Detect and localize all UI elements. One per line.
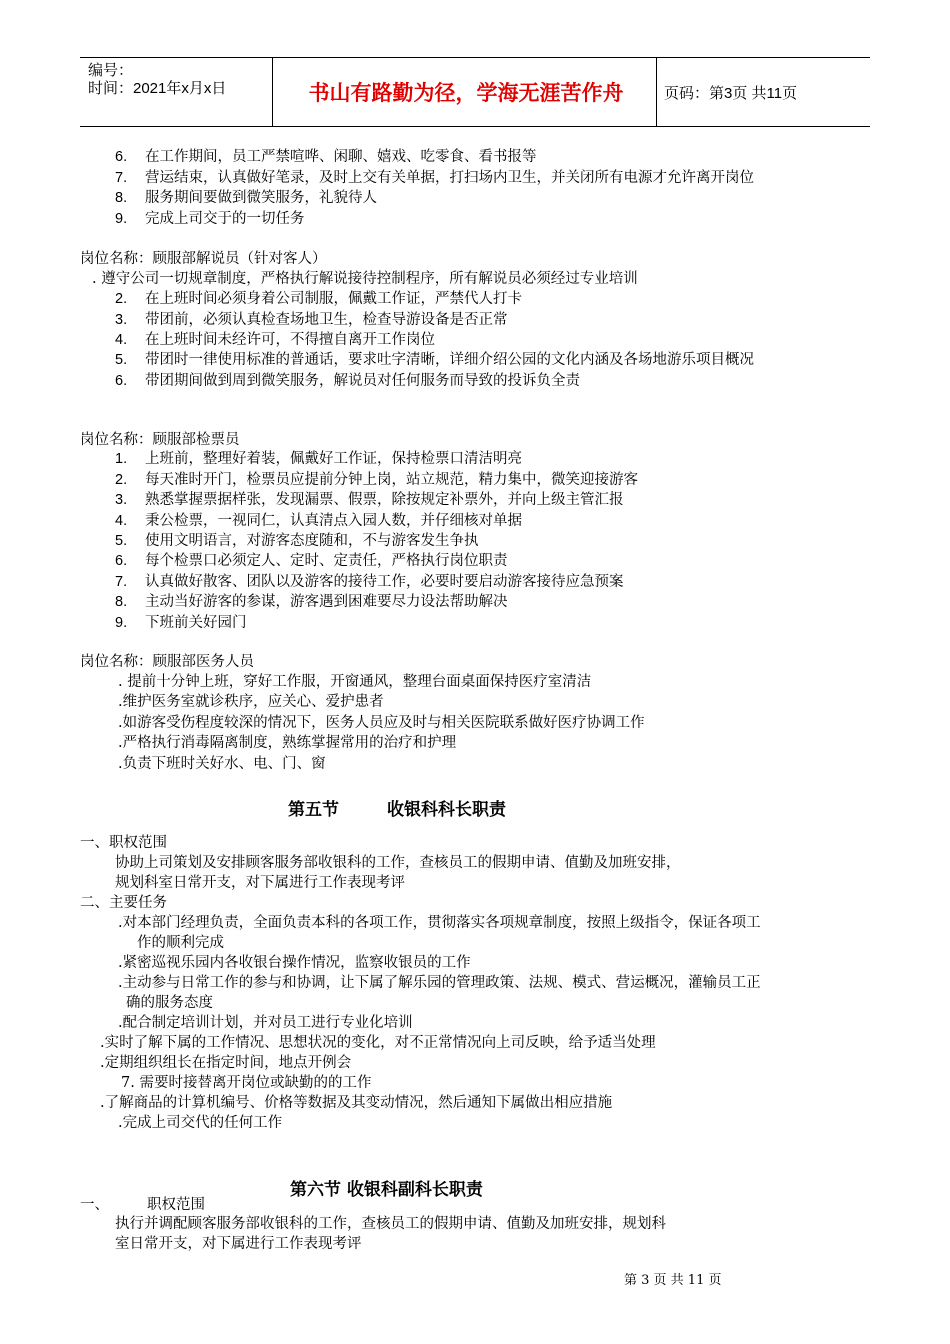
list-item: .负责下班时关好水、电、门、窗 — [118, 756, 326, 772]
list-item: .维护医务室就诊秩序，应关心、爱护患者 — [118, 694, 384, 710]
list-item-continuation: 作的顺利完成 — [137, 935, 224, 951]
list-item: 6. 在工作期间，员工严禁喧哗、闲聊、嬉戏、吃零食、看书报等 — [115, 149, 537, 165]
list-item: 8. 主动当好游客的参谋，游客遇到困难要尽力设法帮助解决 — [115, 594, 508, 610]
paragraph-line: 协助上司策划及安排顾客服务部收银科的工作，查核员工的假期申请、值勤及加班安排， — [115, 855, 681, 871]
list-item: 4. 在上班时间未经许可，不得擅自离开工作岗位 — [115, 332, 435, 348]
list-item: .主动参与日常工作的参与和协调，让下属了解乐园的管理政策、法规、模式、营运概况，灌输员工正 — [118, 975, 761, 991]
guide-title: 岗位名称：顾服部解说员（针对客人） — [80, 251, 327, 267]
header-page-info: 页码：第3页 共11页 — [664, 84, 798, 102]
list-item: 2. 在上班时间必须身着公司制服，佩戴工作证，严禁代人打卡 — [115, 291, 522, 307]
header-motto: 书山有路勤为径，学海无涯苦作舟 — [308, 81, 624, 105]
list-item: 3. 带团前，必须认真检查场地卫生，检查导游设备是否正常 — [115, 312, 508, 328]
list-item-continuation: 确的服务态度 — [126, 995, 213, 1011]
list-item: 7. 营运结束，认真做好笔录，及时上交有关单据，打扫场内卫生，并关闭所有电源才允许离开岗位 — [115, 170, 754, 186]
list-item: 7. 认真做好散客、团队以及游客的接待工作，必要时要启动游客接待应急预案 — [115, 574, 624, 590]
section-heading: 第五节 收银科科长职责 — [288, 800, 506, 820]
medical-title: 岗位名称：顾服部医务人员 — [80, 654, 254, 670]
list-item: .对本部门经理负责，全面负责本科的各项工作，贯彻落实各项规章制度，按照上级指令，保证各项工 — [118, 915, 761, 931]
section-heading: 第六节 收银科副科长职责 — [290, 1180, 483, 1200]
list-item: . 提前十分钟上班，穿好工作服，开窗通风，整理台面桌面保持医疗室清洁 — [118, 674, 592, 690]
list-item: .如游客受伤程度较深的情况下，医务人员应及时与相关医院联系做好医疗协调工作 — [118, 715, 645, 731]
list-item: .了解商品的计算机编号、价格等数据及其变动情况，然后通知下属做出相应措施 — [100, 1095, 613, 1111]
list-item: 6. 每个检票口必须定人、定时、定责任，严格执行岗位职责 — [115, 553, 508, 569]
paragraph-line: 室日常开支，对下属进行工作表现考评 — [115, 1236, 362, 1252]
page-footer: 第 3 页 共 11 页 — [624, 1273, 722, 1288]
subheading: 一、 职权范围 — [80, 1197, 205, 1213]
list-item: .实时了解下属的工作情况、思想状况的变化，对不正常情况向上司反映，给予适当处理 — [100, 1035, 656, 1051]
page-header — [80, 57, 870, 127]
list-item: 8. 服务期间要做到微笑服务，礼貌待人 — [115, 190, 377, 206]
list-item: .严格执行消毒隔离制度，熟练掌握常用的治疗和护理 — [118, 735, 457, 751]
list-item: 4. 秉公检票，一视同仁，认真清点入园人数，并仔细核对单据 — [115, 513, 522, 529]
list-item: 2. 每天准时开门，检票员应提前分钟上岗，站立规范，精力集中，微笑迎接游客 — [115, 472, 638, 488]
list-item: 3. 熟悉掌握票据样张，发现漏票、假票，除按规定补票外，并向上级主管汇报 — [115, 492, 624, 508]
header-meta — [88, 62, 268, 98]
paragraph-line: 执行并调配顾客服务部收银科的工作，查核员工的假期申请、值勤及加班安排，规划科 — [115, 1216, 666, 1232]
doc-time-label: 时间：2021年x月x日 — [88, 80, 227, 97]
paragraph-line: 规划科室日常开支，对下属进行工作表现考评 — [115, 875, 405, 891]
list-item: 9. 下班前关好园门 — [115, 615, 247, 631]
subheading: 一、职权范围 — [80, 835, 167, 851]
list-item: .完成上司交代的任何工作 — [118, 1115, 283, 1131]
list-item: .定期组织组长在指定时间，地点开例会 — [100, 1055, 352, 1071]
list-item: 9. 完成上司交于的一切任务 — [115, 211, 305, 227]
list-item: . 遵守公司一切规章制度，严格执行解说接待控制程序，所有解说员必须经过专业培训 — [92, 271, 638, 287]
list-item: 7. 需要时接替离开岗位或缺勤的的工作 — [121, 1075, 372, 1091]
list-item: 6. 带团期间做到周到微笑服务，解说员对任何服务而导致的投诉负全责 — [115, 373, 580, 389]
list-item: .配合制定培训计划，并对员工进行专业化培训 — [118, 1015, 413, 1031]
list-item: 5. 带团时一律使用标准的普通话，要求吐字清晰，详细介绍公园的文化内涵及各场地游乐项目概况 — [115, 352, 754, 368]
doc-number-label: 编号： — [88, 62, 134, 79]
ticket-title: 岗位名称：顾服部检票员 — [80, 432, 240, 448]
list-item: .紧密巡视乐园内各收银台操作情况，监察收银员的工作 — [118, 955, 471, 971]
subheading: 二、主要任务 — [80, 895, 167, 911]
header-divider — [272, 58, 273, 126]
list-item: 5. 使用文明语言，对游客态度随和，不与游客发生争执 — [115, 533, 479, 549]
list-item: 1. 上班前，整理好着装，佩戴好工作证，保持检票口清洁明亮 — [115, 451, 522, 467]
header-divider — [656, 58, 657, 126]
